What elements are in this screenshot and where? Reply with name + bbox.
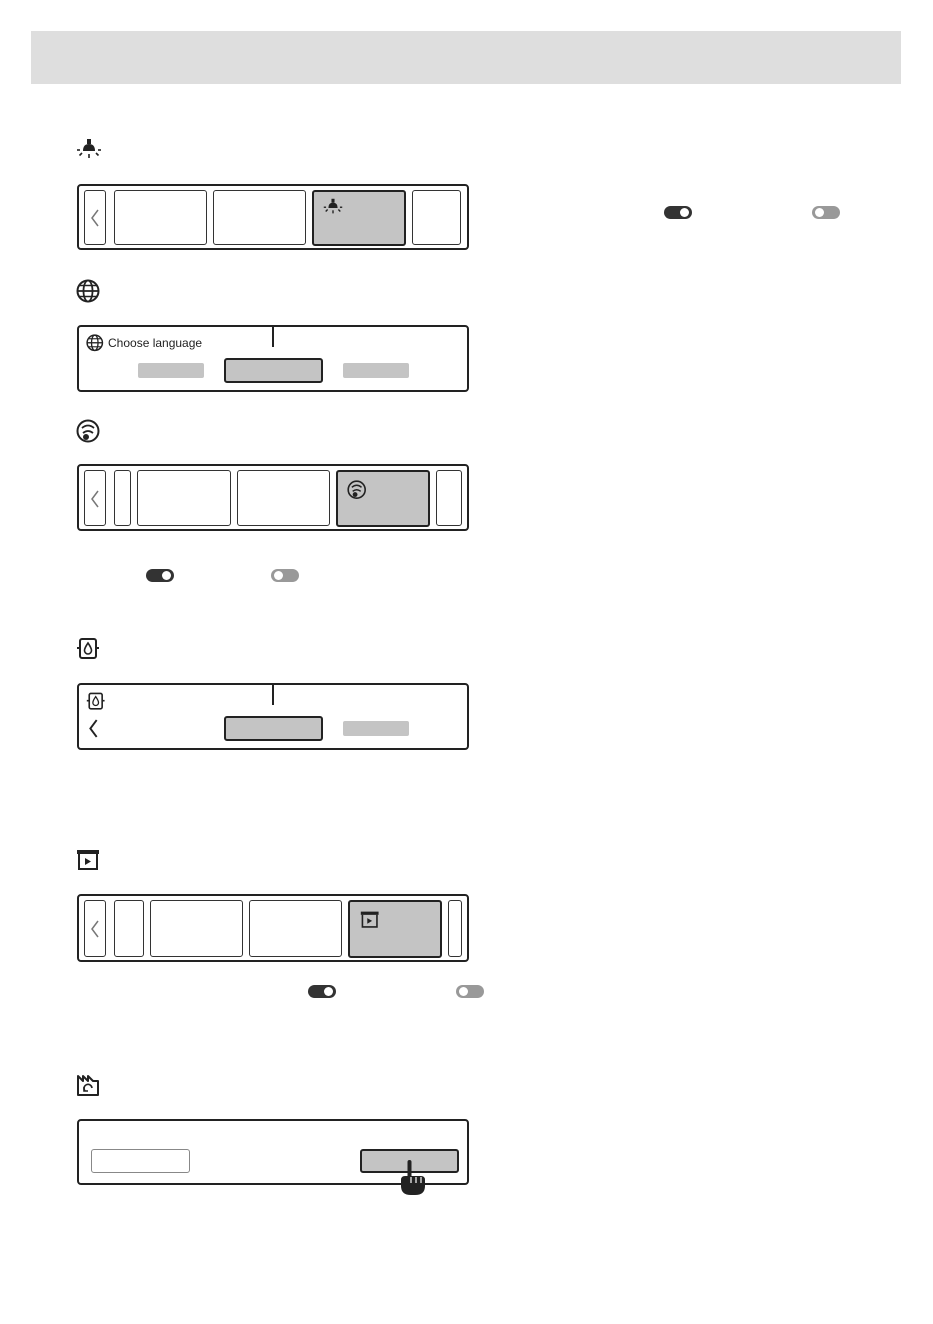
carousel-tile[interactable] (436, 470, 462, 526)
toggle-off[interactable] (271, 569, 299, 582)
demo-mode-icon (360, 910, 381, 931)
carousel-tile[interactable] (114, 900, 144, 957)
toggle-off[interactable] (456, 985, 484, 998)
fan-icon (347, 480, 368, 501)
option-selected[interactable] (224, 716, 323, 741)
chevron-left-icon (90, 490, 100, 508)
carousel-tile[interactable] (114, 190, 207, 245)
chevron-left-icon (90, 209, 100, 227)
hand-pointer-icon (398, 1160, 428, 1196)
carousel-tile[interactable] (249, 900, 342, 957)
globe-icon (86, 334, 105, 353)
globe-icon (76, 279, 102, 305)
lamp-tile-selected[interactable] (312, 190, 406, 246)
option[interactable] (343, 721, 409, 736)
scroll-marker (272, 685, 274, 705)
language-option[interactable] (343, 363, 409, 378)
toggle-on[interactable] (664, 206, 692, 219)
demo-tile-selected[interactable] (348, 900, 442, 958)
header-bar (31, 31, 901, 84)
lamp-icon (76, 138, 102, 164)
carousel-tile[interactable] (213, 190, 306, 245)
cancel-button[interactable] (91, 1149, 190, 1173)
carousel-tile[interactable] (412, 190, 461, 245)
lamp-carousel-panel (77, 184, 469, 250)
lamp-icon (323, 198, 343, 218)
scroll-marker (272, 327, 274, 347)
toggle-on[interactable] (308, 985, 336, 998)
water-tank-icon (86, 691, 107, 712)
language-option[interactable] (138, 363, 204, 378)
carousel-tile[interactable] (137, 470, 231, 526)
demo-carousel-panel (77, 894, 469, 962)
factory-reset-icon (76, 1073, 102, 1099)
carousel-tile[interactable] (114, 470, 131, 526)
back-tile[interactable] (84, 470, 106, 526)
carousel-tile[interactable] (237, 470, 330, 526)
fan-carousel-panel (77, 464, 469, 531)
language-panel (77, 325, 469, 392)
carousel-tile[interactable] (150, 900, 243, 957)
chevron-left-icon (90, 920, 100, 938)
language-label: Choose language (108, 336, 203, 350)
back-tile[interactable] (84, 900, 106, 957)
toggle-on[interactable] (146, 569, 174, 582)
carousel-tile[interactable] (448, 900, 462, 957)
fan-tile-selected[interactable] (336, 470, 430, 527)
water-tank-panel (77, 683, 469, 750)
water-tank-icon (76, 636, 102, 662)
toggle-off[interactable] (812, 206, 840, 219)
back-tile[interactable] (84, 190, 106, 245)
fan-icon (76, 419, 102, 445)
chevron-left-icon[interactable] (88, 719, 99, 738)
language-option-selected[interactable] (224, 358, 323, 383)
demo-mode-icon (76, 848, 102, 874)
